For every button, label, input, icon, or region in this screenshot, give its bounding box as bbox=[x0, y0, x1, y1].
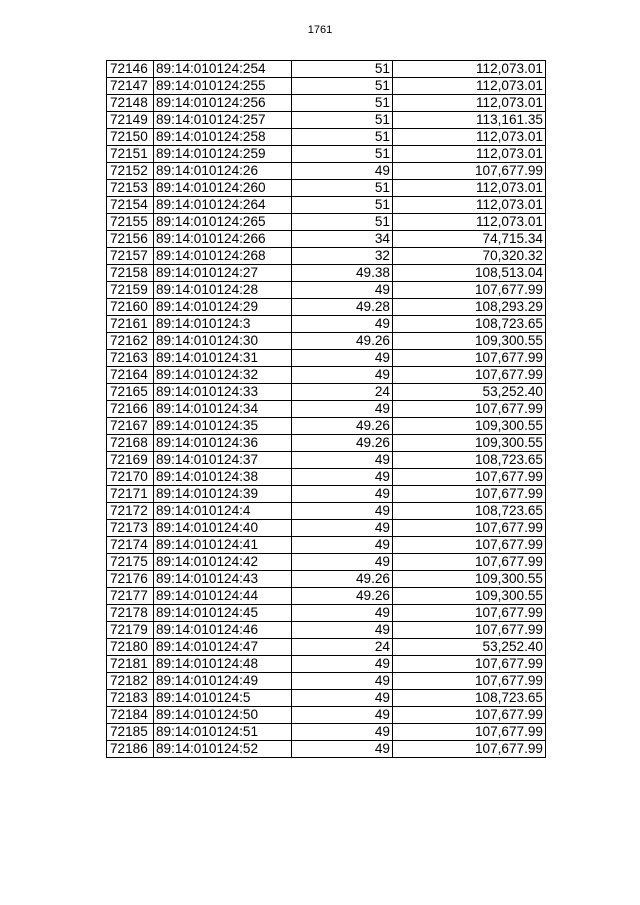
cadastral-number-cell: 89:14:010124:50 bbox=[154, 707, 292, 724]
area-cell: 49.28 bbox=[292, 299, 393, 316]
row-number-cell: 72148 bbox=[107, 95, 154, 112]
value-cell: 112,073.01 bbox=[393, 214, 546, 231]
cadastral-number-cell: 89:14:010124:43 bbox=[154, 571, 292, 588]
row-number-cell: 72163 bbox=[107, 350, 154, 367]
value-cell: 112,073.01 bbox=[393, 146, 546, 163]
area-cell: 51 bbox=[292, 95, 393, 112]
row-number-cell: 72170 bbox=[107, 469, 154, 486]
area-cell: 49 bbox=[292, 537, 393, 554]
area-cell: 49 bbox=[292, 367, 393, 384]
value-cell: 109,300.55 bbox=[393, 418, 546, 435]
area-cell: 49.26 bbox=[292, 588, 393, 605]
value-cell: 107,677.99 bbox=[393, 401, 546, 418]
table-row bbox=[107, 452, 546, 469]
row-number-cell: 72166 bbox=[107, 401, 154, 418]
row-number-cell: 72183 bbox=[107, 690, 154, 707]
area-cell: 49 bbox=[292, 163, 393, 180]
value-cell: 53,252.40 bbox=[393, 639, 546, 656]
area-cell: 51 bbox=[292, 180, 393, 197]
value-cell: 112,073.01 bbox=[393, 61, 546, 78]
table-row bbox=[107, 350, 546, 367]
row-number-cell: 72161 bbox=[107, 316, 154, 333]
cadastral-number-cell: 89:14:010124:52 bbox=[154, 741, 292, 758]
value-cell: 108,723.65 bbox=[393, 503, 546, 520]
area-cell: 49 bbox=[292, 673, 393, 690]
table-row bbox=[107, 401, 546, 418]
table-row bbox=[107, 367, 546, 384]
row-number-cell: 72151 bbox=[107, 146, 154, 163]
value-cell: 107,677.99 bbox=[393, 537, 546, 554]
value-cell: 108,293.29 bbox=[393, 299, 546, 316]
value-cell: 107,677.99 bbox=[393, 724, 546, 741]
table-row bbox=[107, 333, 546, 350]
row-number-cell: 72153 bbox=[107, 180, 154, 197]
cadastral-number-cell: 89:14:010124:45 bbox=[154, 605, 292, 622]
value-cell: 109,300.55 bbox=[393, 588, 546, 605]
area-cell: 51 bbox=[292, 214, 393, 231]
table-row bbox=[107, 741, 546, 758]
table-row bbox=[107, 163, 546, 180]
area-cell: 51 bbox=[292, 146, 393, 163]
row-number-cell: 72160 bbox=[107, 299, 154, 316]
table-row bbox=[107, 129, 546, 146]
cadastral-number-cell: 89:14:010124:264 bbox=[154, 197, 292, 214]
value-cell: 107,677.99 bbox=[393, 282, 546, 299]
area-cell: 49 bbox=[292, 452, 393, 469]
cadastral-number-cell: 89:14:010124:44 bbox=[154, 588, 292, 605]
cadastral-number-cell: 89:14:010124:41 bbox=[154, 537, 292, 554]
table-row bbox=[107, 656, 546, 673]
cadastral-number-cell: 89:14:010124:31 bbox=[154, 350, 292, 367]
table-row bbox=[107, 520, 546, 537]
row-number-cell: 72186 bbox=[107, 741, 154, 758]
row-number-cell: 72156 bbox=[107, 231, 154, 248]
value-cell: 107,677.99 bbox=[393, 707, 546, 724]
table-row bbox=[107, 537, 546, 554]
cadastral-number-cell: 89:14:010124:40 bbox=[154, 520, 292, 537]
table-row bbox=[107, 639, 546, 656]
area-cell: 49.26 bbox=[292, 418, 393, 435]
cadastral-number-cell: 89:14:010124:46 bbox=[154, 622, 292, 639]
area-cell: 49 bbox=[292, 282, 393, 299]
row-number-cell: 72154 bbox=[107, 197, 154, 214]
cadastral-number-cell: 89:14:010124:27 bbox=[154, 265, 292, 282]
value-cell: 108,723.65 bbox=[393, 316, 546, 333]
table-row bbox=[107, 316, 546, 333]
row-number-cell: 72180 bbox=[107, 639, 154, 656]
area-cell: 49 bbox=[292, 741, 393, 758]
table-row bbox=[107, 214, 546, 231]
cadastral-number-cell: 89:14:010124:4 bbox=[154, 503, 292, 520]
cadastral-number-cell: 89:14:010124:256 bbox=[154, 95, 292, 112]
value-cell: 112,073.01 bbox=[393, 129, 546, 146]
cadastral-number-cell: 89:14:010124:26 bbox=[154, 163, 292, 180]
table-row bbox=[107, 605, 546, 622]
value-cell: 109,300.55 bbox=[393, 435, 546, 452]
cadastral-number-cell: 89:14:010124:255 bbox=[154, 78, 292, 95]
cadastral-number-cell: 89:14:010124:34 bbox=[154, 401, 292, 418]
row-number-cell: 72149 bbox=[107, 112, 154, 129]
area-cell: 49 bbox=[292, 520, 393, 537]
table-row bbox=[107, 180, 546, 197]
value-cell: 107,677.99 bbox=[393, 367, 546, 384]
cadastral-number-cell: 89:14:010124:51 bbox=[154, 724, 292, 741]
row-number-cell: 72147 bbox=[107, 78, 154, 95]
row-number-cell: 72176 bbox=[107, 571, 154, 588]
table-row bbox=[107, 248, 546, 265]
value-cell: 107,677.99 bbox=[393, 554, 546, 571]
area-cell: 49 bbox=[292, 503, 393, 520]
table-row bbox=[107, 146, 546, 163]
table-row bbox=[107, 231, 546, 248]
row-number-cell: 72152 bbox=[107, 163, 154, 180]
area-cell: 51 bbox=[292, 197, 393, 214]
area-cell: 32 bbox=[292, 248, 393, 265]
value-cell: 108,723.65 bbox=[393, 690, 546, 707]
table-row bbox=[107, 112, 546, 129]
table-row bbox=[107, 95, 546, 112]
table-row bbox=[107, 265, 546, 282]
value-cell: 107,677.99 bbox=[393, 673, 546, 690]
cadastral-number-cell: 89:14:010124:259 bbox=[154, 146, 292, 163]
value-cell: 107,677.99 bbox=[393, 350, 546, 367]
value-cell: 112,073.01 bbox=[393, 95, 546, 112]
row-number-cell: 72175 bbox=[107, 554, 154, 571]
area-cell: 51 bbox=[292, 129, 393, 146]
value-cell: 70,320.32 bbox=[393, 248, 546, 265]
table-row bbox=[107, 435, 546, 452]
table-row bbox=[107, 503, 546, 520]
row-number-cell: 72168 bbox=[107, 435, 154, 452]
row-number-cell: 72167 bbox=[107, 418, 154, 435]
cadastral-number-cell: 89:14:010124:33 bbox=[154, 384, 292, 401]
value-cell: 74,715.34 bbox=[393, 231, 546, 248]
cadastral-number-cell: 89:14:010124:28 bbox=[154, 282, 292, 299]
table-row bbox=[107, 282, 546, 299]
area-cell: 51 bbox=[292, 61, 393, 78]
value-cell: 107,677.99 bbox=[393, 486, 546, 503]
row-number-cell: 72173 bbox=[107, 520, 154, 537]
cadastral-number-cell: 89:14:010124:49 bbox=[154, 673, 292, 690]
area-cell: 49.38 bbox=[292, 265, 393, 282]
value-cell: 107,677.99 bbox=[393, 622, 546, 639]
cadastral-number-cell: 89:14:010124:38 bbox=[154, 469, 292, 486]
table-row bbox=[107, 673, 546, 690]
value-cell: 107,677.99 bbox=[393, 469, 546, 486]
row-number-cell: 72164 bbox=[107, 367, 154, 384]
table-row bbox=[107, 486, 546, 503]
row-number-cell: 72171 bbox=[107, 486, 154, 503]
row-number-cell: 72165 bbox=[107, 384, 154, 401]
area-cell: 49 bbox=[292, 622, 393, 639]
table-row bbox=[107, 78, 546, 95]
table-row bbox=[107, 418, 546, 435]
row-number-cell: 72146 bbox=[107, 61, 154, 78]
area-cell: 24 bbox=[292, 639, 393, 656]
area-cell: 49.26 bbox=[292, 435, 393, 452]
row-number-cell: 72177 bbox=[107, 588, 154, 605]
cadastral-number-cell: 89:14:010124:32 bbox=[154, 367, 292, 384]
area-cell: 49.26 bbox=[292, 333, 393, 350]
value-cell: 108,723.65 bbox=[393, 452, 546, 469]
area-cell: 49 bbox=[292, 469, 393, 486]
area-cell: 49 bbox=[292, 316, 393, 333]
cadastral-number-cell: 89:14:010124:5 bbox=[154, 690, 292, 707]
value-cell: 107,677.99 bbox=[393, 741, 546, 758]
cadastral-number-cell: 89:14:010124:257 bbox=[154, 112, 292, 129]
area-cell: 49 bbox=[292, 707, 393, 724]
area-cell: 49 bbox=[292, 690, 393, 707]
row-number-cell: 72169 bbox=[107, 452, 154, 469]
cadastral-number-cell: 89:14:010124:47 bbox=[154, 639, 292, 656]
row-number-cell: 72157 bbox=[107, 248, 154, 265]
value-cell: 109,300.55 bbox=[393, 333, 546, 350]
row-number-cell: 72150 bbox=[107, 129, 154, 146]
row-number-cell: 72174 bbox=[107, 537, 154, 554]
cadastral-number-cell: 89:14:010124:39 bbox=[154, 486, 292, 503]
cadastral-number-cell: 89:14:010124:260 bbox=[154, 180, 292, 197]
area-cell: 49 bbox=[292, 486, 393, 503]
value-cell: 107,677.99 bbox=[393, 520, 546, 537]
area-cell: 49 bbox=[292, 554, 393, 571]
table-row bbox=[107, 707, 546, 724]
value-cell: 107,677.99 bbox=[393, 656, 546, 673]
cadastral-number-cell: 89:14:010124:268 bbox=[154, 248, 292, 265]
cadastral-number-cell: 89:14:010124:35 bbox=[154, 418, 292, 435]
value-cell: 113,161.35 bbox=[393, 112, 546, 129]
row-number-cell: 72178 bbox=[107, 605, 154, 622]
area-cell: 49 bbox=[292, 656, 393, 673]
area-cell: 51 bbox=[292, 112, 393, 129]
area-cell: 34 bbox=[292, 231, 393, 248]
row-number-cell: 72179 bbox=[107, 622, 154, 639]
table-row bbox=[107, 61, 546, 78]
table-row bbox=[107, 299, 546, 316]
row-number-cell: 72182 bbox=[107, 673, 154, 690]
cadastral-number-cell: 89:14:010124:30 bbox=[154, 333, 292, 350]
area-cell: 49 bbox=[292, 350, 393, 367]
row-number-cell: 72162 bbox=[107, 333, 154, 350]
table-row bbox=[107, 197, 546, 214]
value-cell: 107,677.99 bbox=[393, 605, 546, 622]
cadastral-number-cell: 89:14:010124:266 bbox=[154, 231, 292, 248]
cadastral-number-cell: 89:14:010124:258 bbox=[154, 129, 292, 146]
area-cell: 49 bbox=[292, 401, 393, 418]
table-row bbox=[107, 571, 546, 588]
value-cell: 112,073.01 bbox=[393, 180, 546, 197]
data-table bbox=[106, 60, 546, 758]
area-cell: 49.26 bbox=[292, 571, 393, 588]
area-cell: 24 bbox=[292, 384, 393, 401]
table-row bbox=[107, 384, 546, 401]
table-row bbox=[107, 588, 546, 605]
area-cell: 49 bbox=[292, 605, 393, 622]
cadastral-number-cell: 89:14:010124:36 bbox=[154, 435, 292, 452]
value-cell: 109,300.55 bbox=[393, 571, 546, 588]
cadastral-number-cell: 89:14:010124:42 bbox=[154, 554, 292, 571]
row-number-cell: 72159 bbox=[107, 282, 154, 299]
area-cell: 51 bbox=[292, 78, 393, 95]
row-number-cell: 72184 bbox=[107, 707, 154, 724]
table-body bbox=[107, 61, 546, 758]
cadastral-number-cell: 89:14:010124:3 bbox=[154, 316, 292, 333]
value-cell: 53,252.40 bbox=[393, 384, 546, 401]
area-cell: 49 bbox=[292, 724, 393, 741]
row-number-cell: 72185 bbox=[107, 724, 154, 741]
value-cell: 112,073.01 bbox=[393, 197, 546, 214]
value-cell: 107,677.99 bbox=[393, 163, 546, 180]
value-cell: 112,073.01 bbox=[393, 78, 546, 95]
page-number: 1761 bbox=[307, 24, 333, 36]
cadastral-number-cell: 89:14:010124:265 bbox=[154, 214, 292, 231]
table-row bbox=[107, 622, 546, 639]
row-number-cell: 72172 bbox=[107, 503, 154, 520]
table-row bbox=[107, 690, 546, 707]
cadastral-number-cell: 89:14:010124:254 bbox=[154, 61, 292, 78]
cadastral-number-cell: 89:14:010124:29 bbox=[154, 299, 292, 316]
table-row bbox=[107, 554, 546, 571]
table-row bbox=[107, 724, 546, 741]
row-number-cell: 72155 bbox=[107, 214, 154, 231]
cadastral-number-cell: 89:14:010124:37 bbox=[154, 452, 292, 469]
row-number-cell: 72158 bbox=[107, 265, 154, 282]
row-number-cell: 72181 bbox=[107, 656, 154, 673]
value-cell: 108,513.04 bbox=[393, 265, 546, 282]
cadastral-number-cell: 89:14:010124:48 bbox=[154, 656, 292, 673]
table-row bbox=[107, 469, 546, 486]
